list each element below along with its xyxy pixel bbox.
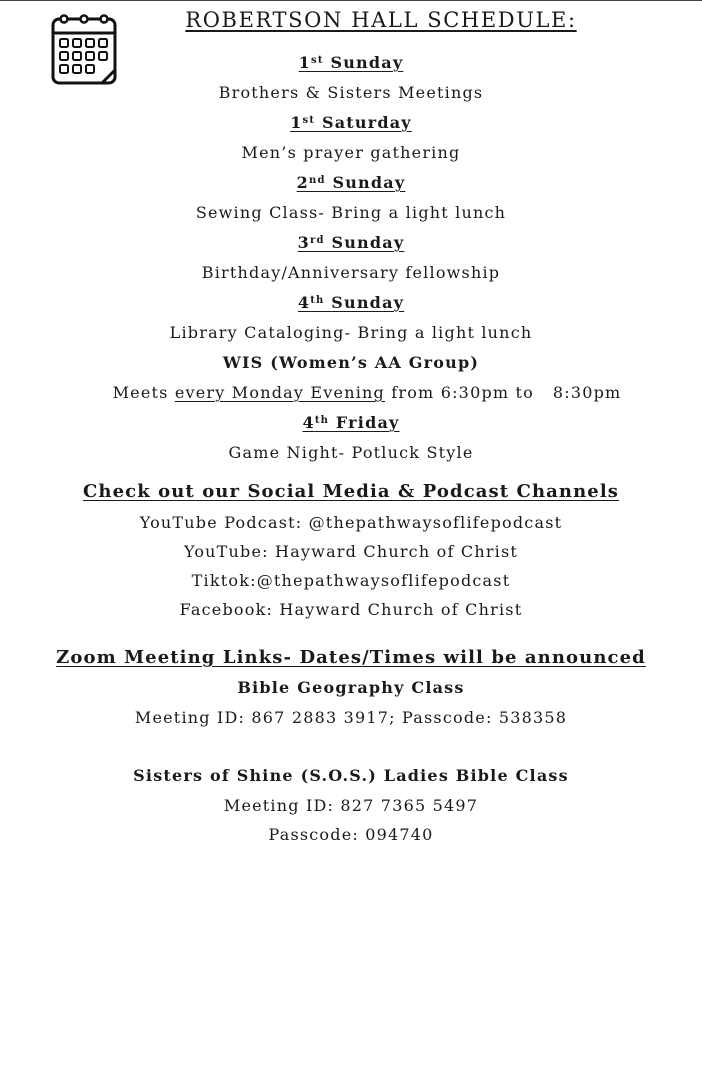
social-item: Facebook: Hayward Church of Christ <box>179 600 523 619</box>
schedule-day-4: 3rd Sunday <box>297 233 405 252</box>
schedule-desc-5: Library Cataloging- Bring a light lunch <box>169 323 533 342</box>
social-item: YouTube Podcast: @thepathwaysoflifepodcast <box>139 513 563 532</box>
schedule-day-1: 1st Sunday <box>298 53 404 72</box>
social-heading: Check out our Social Media & Podcast Channels <box>82 481 620 502</box>
social-item: Tiktok:@thepathwaysoflifepodcast <box>191 571 511 590</box>
zoom-geo-details: Meeting ID: 867 2883 3917; Passcode: 538358 <box>134 708 568 727</box>
zoom-sos-passcode: Passcode: 094740 <box>268 825 434 844</box>
zoom-heading: Zoom Meeting Links- Dates/Times will be announced <box>56 647 646 668</box>
schedule-desc-4: Birthday/Anniversary fellowship <box>201 263 501 282</box>
page-title: ROBERTSON HALL SCHEDULE: <box>185 8 577 32</box>
schedule-desc-2: Men’s prayer gathering <box>241 143 461 162</box>
zoom-sos-title: Sisters of Shine (S.O.S.) Ladies Bible Class <box>133 766 569 785</box>
schedule-day-5: 4th Sunday <box>297 293 405 312</box>
schedule-day-3: 2nd Sunday <box>296 173 406 192</box>
zoom-geo-title: Bible Geography Class <box>237 678 465 697</box>
wis-details: Meets every Monday Evening from 6:30pm to 8:30pm <box>112 383 622 402</box>
wis-heading: WIS (Women’s AA Group) <box>222 353 480 372</box>
schedule-day-friday: 4th Friday <box>302 413 400 432</box>
zoom-sos-id: Meeting ID: 827 7365 5497 <box>223 796 479 815</box>
social-item: YouTube: Hayward Church of Christ <box>183 542 519 561</box>
schedule-desc-3: Sewing Class- Bring a light lunch <box>195 203 507 222</box>
top-border <box>0 0 702 1</box>
schedule-day-2: 1st Saturday <box>290 113 412 132</box>
schedule-desc-friday: Game Night- Potluck Style <box>228 443 474 462</box>
schedule-desc-1: Brothers & Sisters Meetings <box>218 83 484 102</box>
